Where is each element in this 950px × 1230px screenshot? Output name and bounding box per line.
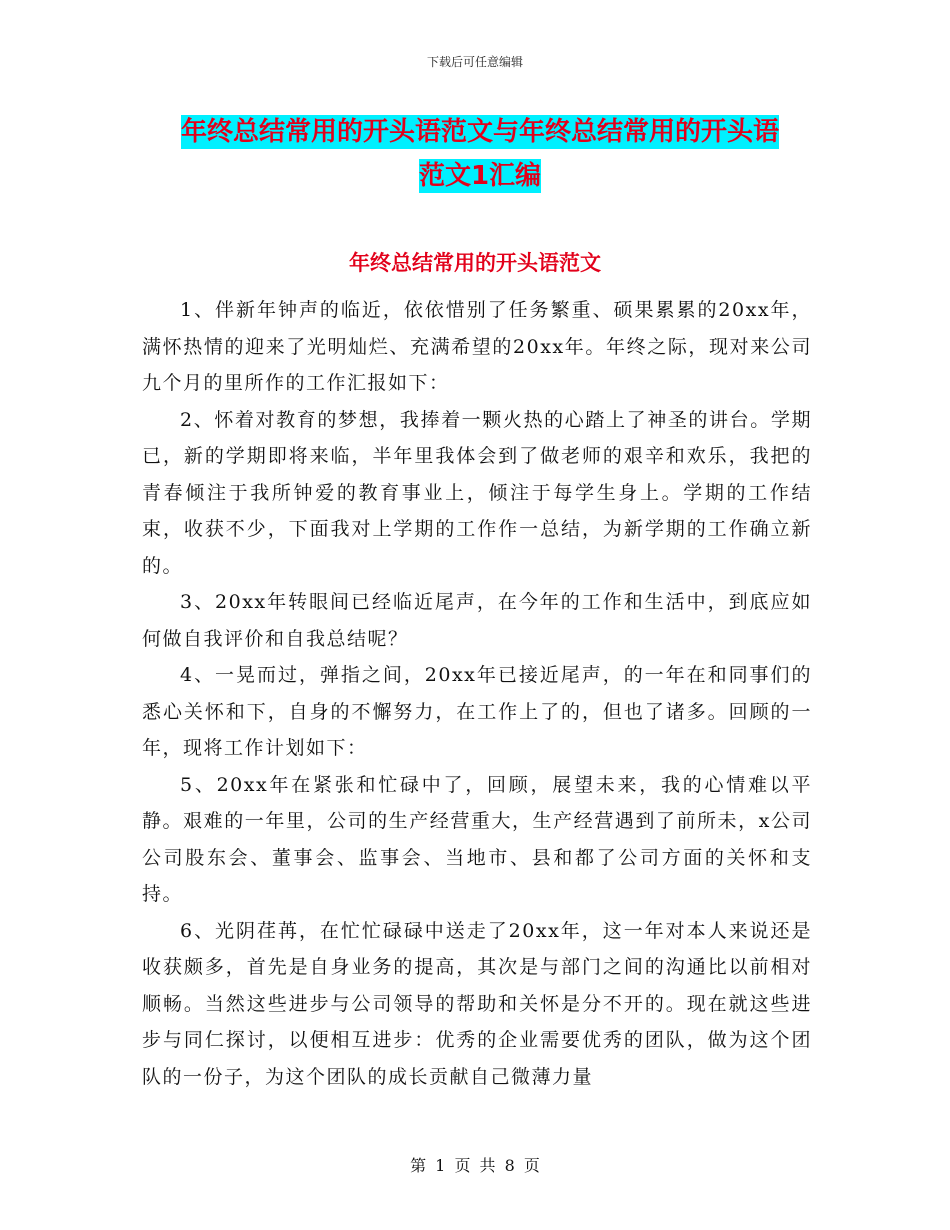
- page-footer: 第 1 页 共 8 页: [410, 1156, 540, 1175]
- document-title-line1: 年终总结常用的开头语范文与年终总结常用的开头语: [180, 117, 779, 147]
- paragraph-5: 5、20xx年在紧张和忙碌中了，回顾，展望未来，我的心情难以平静。艰难的一年里，公司的生产经营重大，生产经营遇到了前所未，x公司公司股东会、董事会、监事会、当地市、县和都了公司方面的关怀和支持。: [142, 773, 812, 905]
- paragraph-1: 1、伴新年钟声的临近，依依惜别了任务繁重、硕果累累的20xx年，满怀热情的迎来了光明灿烂、充满希望的20xx年。年终之际，现对来公司九个月的里所作的工作汇报如下：: [142, 299, 812, 394]
- section-title: 年终总结常用的开头语范文: [349, 251, 601, 275]
- paragraph-6: 6、光阴荏苒，在忙忙碌碌中送走了20xx年，这一年对本人来说还是收获颇多，首先是自身业务的提高，其次是与部门之间的沟通比以前相对顺畅。当然这些进步与公司领导的帮助和关怀是分不开的。现在就这些进步与同仁探讨，以便相互进步：优秀的企业需要优秀的团队，做为这个团队的一份子，为这个团队的成长贡献自己微薄力量: [142, 919, 812, 1088]
- document-title: [140, 110, 820, 198]
- paragraph-4: 4、一晃而过，弹指之间，20xx年已接近尾声，的一年在和同事们的悉心关怀和下，自身的不懈努力，在工作上了的，但也了诸多。回顾的一年，现将工作计划如下：: [142, 664, 812, 759]
- paragraph-3: 3、20xx年转眼间已经临近尾声，在今年的工作和生活中，到底应如何做自我评价和自我总结呢？: [142, 591, 812, 650]
- document-title-line2: 范文1汇编: [418, 161, 542, 191]
- page-header: 下载后可任意编辑: [426, 55, 523, 69]
- paragraph-2: 2、怀着对教育的梦想，我捧着一颗火热的心踏上了神圣的讲台。学期已，新的学期即将来临，半年里我体会到了做老师的艰辛和欢乐，我把的青春倾注于我所钟爱的教育事业上，倾注于每学生身上。学期的工作结束，收获不少，下面我对上学期的工作作一总结，为新学期的工作确立新的。: [142, 408, 812, 577]
- document-body: [142, 292, 812, 1095]
